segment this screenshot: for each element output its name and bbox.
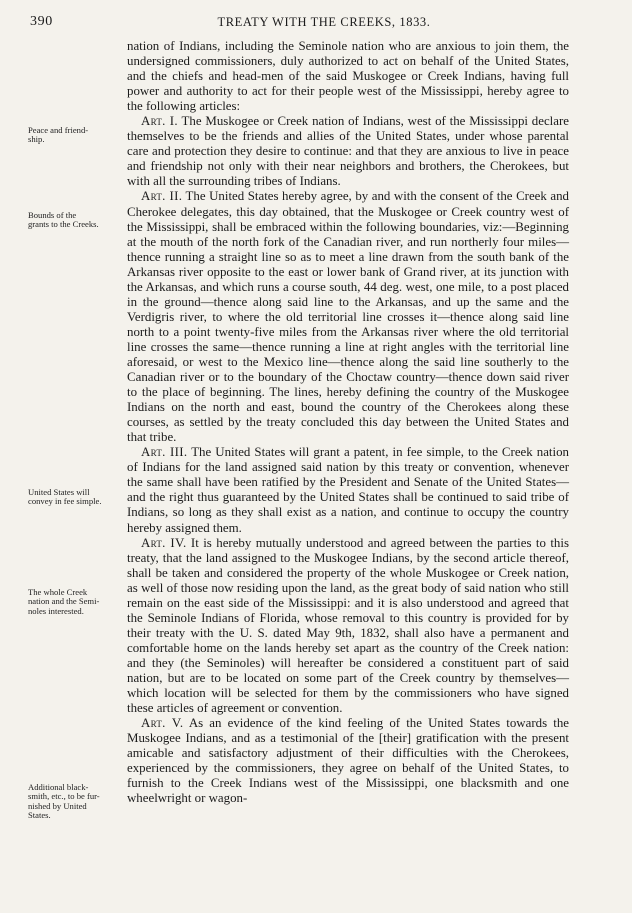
margin-note-line: convey in fee simple. [28, 496, 102, 507]
article-text: The United States hereby agree, by and with the consent of the Creek and Cherokee delegates, this day obtained, that the Muskogee or Creek country west of the Mississippi, shall be embraced within the following boundaries, viz:—Beginning at the mouth of the north fork of the Canadian river, and run northerly four miles—thence running a straight line so as to meet a line drawn from the south bank of the Arkansas river opposite to the east or lower bank of Grand river, at its junction with the Arkansas, and which runs a course south, 44 deg. west, one mile, to a post placed in the ground—thence along said line to the Arkansas, and up the same and the Verdigris river, to where the old territorial line crosses it—thence along said line north to a point twenty-five miles from the Arkansas river where the old territorial line crosses the same—thence running a line at right angles with the territorial line aforesaid, or west to the Mexico line—thence along the said line southerly to the Canadian river or to the boundary of the Choctaw country—thence down said river to the place of beginning. The lines, hereby defining the country of the Muskogee Indians on the north and east, bound the country of the Cherokees along these courses, as settled by the treaty concluded this day between the United States and that tribe. [127, 189, 569, 445]
article-4 [127, 536, 569, 717]
running-title: TREATY WITH THE CREEKS, 1833. [217, 15, 431, 29]
margin-note-line: Peace and friend- [28, 125, 89, 135]
article-label: Art. V. [141, 716, 184, 731]
margin-note-line: ship. [28, 134, 45, 145]
article-2 [127, 189, 569, 445]
margin-note-bounds [28, 211, 126, 230]
margin-note-line: smith, etc., to be fur- [28, 791, 100, 802]
article-text: The United States will grant a patent, in fee simple, to the Creek nation of Indians for the land assigned said nation by this treaty or convention, whenever the same shall have been ratified by the President and Senate of the United States—and the right thus guaranteed by the United States shall be continued to said tribe of Indians, so long as they shall exist as a nation, and continue to occupy the country hereby assigned them. [127, 445, 569, 535]
article-text: The Muskogee or Creek nation of Indians, west of the Mississippi declare themselves to be the friends and allies of the United States, under whose parental care and protection they desire to continue: and that they are anxious to live in peace and friendship not only with their near neighbors and brothers, the Cherokees, but with all the surrounding tribes of Indians. [127, 114, 569, 189]
article-label: Art. IV. [141, 535, 187, 550]
treaty-text [127, 39, 569, 806]
article-label: Art. II. [141, 189, 183, 204]
article-text: It is hereby mutually understood and agreed between the parties to this treaty, that the land assigned to the Muskogee Indians, by the second article thereof, shall be taken and considered the property of the whole Muskogee or Creek nation, as well of those now residing upon the land, as the great body of said nation who still remain on the east side of the Mississippi: and it is also understood and agreed that the Seminole Indians of Florida, whose removal to this country is provided for by their treaty with the U. S. dated May 9th, 1832, shall also have a permanent and comfortable home on the lands hereby set apart as the country of the Creek nation: and they (the Seminoles) will hereafter be considered a constituent part of said nation, but are to be located on some part of the Creek country by themselves—which location will be selected for them by the commissioners who have signed these articles of agreement or convention. [127, 535, 569, 716]
margin-note-blacksmith [28, 783, 126, 821]
article-5 [127, 716, 569, 806]
margin-note-line: nished by United [28, 800, 87, 811]
margin-note-line: nation and the Semi- [28, 596, 100, 607]
margin-note-line: grants to the Creeks. [28, 219, 99, 230]
margin-note-peace [28, 126, 126, 145]
intro-paragraph: nation of Indians, including the Seminole nation who are anxious to join them, the undersigned commissioners, duly authorized to act on behalf of the United States, and the chiefs and head-men of the said Muskogee or Creek Indians, having full power and authority to act for their people west of the Mississippi, hereby agree to the following articles: [127, 39, 569, 114]
article-label: Art. I. [141, 114, 178, 129]
margin-note-line: States. [28, 810, 51, 821]
article-3 [127, 445, 569, 535]
article-1 [127, 114, 569, 189]
margin-note-fee-simple [28, 488, 126, 507]
margin-note-line: Bounds of the [28, 210, 77, 220]
margin-note-line: noles interested. [28, 605, 84, 616]
margin-note-line: Additional black- [28, 782, 89, 792]
article-text: As an evidence of the kind feeling of the United States towards the Muskogee Indians, and as a testimonial of the [their] gratification with the present amicable and satisfactory adjustment of their difficulties with the Cherokees, experienced by the commissioners, they agree on behalf of the United States, to furnish to the Creek Indians west of the Mississippi, one blacksmith and one wheelwright or wagon- [127, 716, 569, 806]
margin-note-whole-nation [28, 588, 126, 616]
page-number: 390 [30, 14, 53, 29]
page-header [30, 14, 618, 36]
margin-note-line: The whole Creek [28, 587, 88, 597]
article-label: Art. III. [141, 445, 188, 460]
margin-note-line: United States will [28, 487, 90, 497]
